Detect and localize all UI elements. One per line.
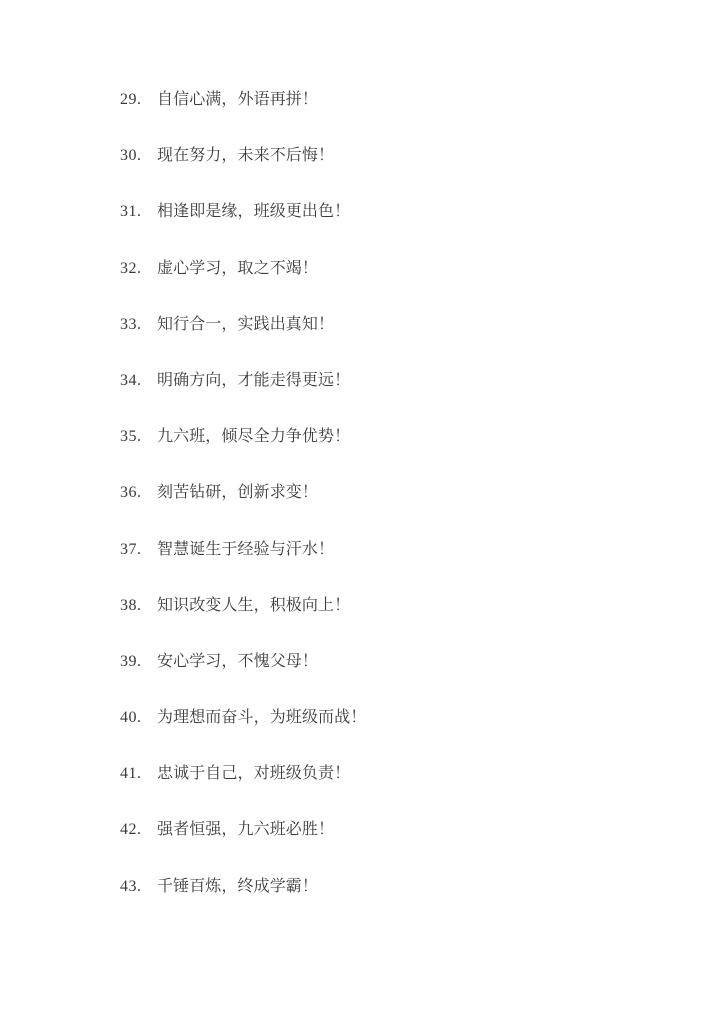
list-item-number: 30. xyxy=(120,147,142,165)
list-item xyxy=(120,259,680,315)
list-item-number: 35. xyxy=(120,428,142,446)
list-item-number: 37. xyxy=(120,540,142,558)
list-item-text: 为理想而奋斗，为班级而战！ xyxy=(157,709,367,727)
list-item xyxy=(120,708,680,764)
list-item xyxy=(120,540,680,596)
list-item xyxy=(120,652,680,708)
list-item-text: 相逢即是缘，班级更出色！ xyxy=(157,203,351,221)
list-item-text: 知行合一，实践出真知！ xyxy=(157,315,335,333)
list-item xyxy=(120,202,680,258)
list-item-text: 刻苦钻研，创新求变！ xyxy=(157,484,319,502)
list-item-number: 40. xyxy=(120,709,142,727)
list-item xyxy=(120,483,680,539)
list-item-text: 知识改变人生，积极向上！ xyxy=(157,596,351,614)
list-item xyxy=(120,427,680,483)
list-item-number: 41. xyxy=(120,765,142,783)
list-item xyxy=(120,371,680,427)
list-item xyxy=(120,877,680,933)
list-item-number: 34. xyxy=(120,371,142,389)
list-item xyxy=(120,90,680,146)
list-item-text: 强者恒强，九六班必胜！ xyxy=(157,821,335,839)
list-item-text: 安心学习，不愧父母！ xyxy=(157,652,319,670)
list-item-text: 千锤百炼，终成学霸！ xyxy=(157,877,319,895)
list-item-text: 智慧诞生于经验与汗水！ xyxy=(157,540,335,558)
list-item-text: 忠诚于自己，对班级负责！ xyxy=(157,765,351,783)
list-item-number: 31. xyxy=(120,203,142,221)
list-item xyxy=(120,315,680,371)
numbered-slogan-list xyxy=(120,90,680,933)
list-item-number: 36. xyxy=(120,484,142,502)
list-item-text: 明确方向，才能走得更远！ xyxy=(157,371,351,389)
list-item-text: 虚心学习，取之不竭！ xyxy=(157,259,319,277)
list-item-number: 29. xyxy=(120,91,142,108)
list-item-number: 38. xyxy=(120,596,142,614)
list-item-number: 43. xyxy=(120,877,142,895)
list-item xyxy=(120,596,680,652)
list-item-text: 自信心满，外语再拼！ xyxy=(157,91,319,108)
list-item-number: 32. xyxy=(120,259,142,277)
list-item xyxy=(120,820,680,876)
list-item-number: 42. xyxy=(120,821,142,839)
list-item-number: 39. xyxy=(120,652,142,670)
list-item-text: 现在努力，未来不后悔！ xyxy=(157,147,335,165)
list-item-text: 九六班，倾尽全力争优势！ xyxy=(157,428,351,446)
list-item xyxy=(120,764,680,820)
list-item-number: 33. xyxy=(120,315,142,333)
list-item xyxy=(120,146,680,202)
